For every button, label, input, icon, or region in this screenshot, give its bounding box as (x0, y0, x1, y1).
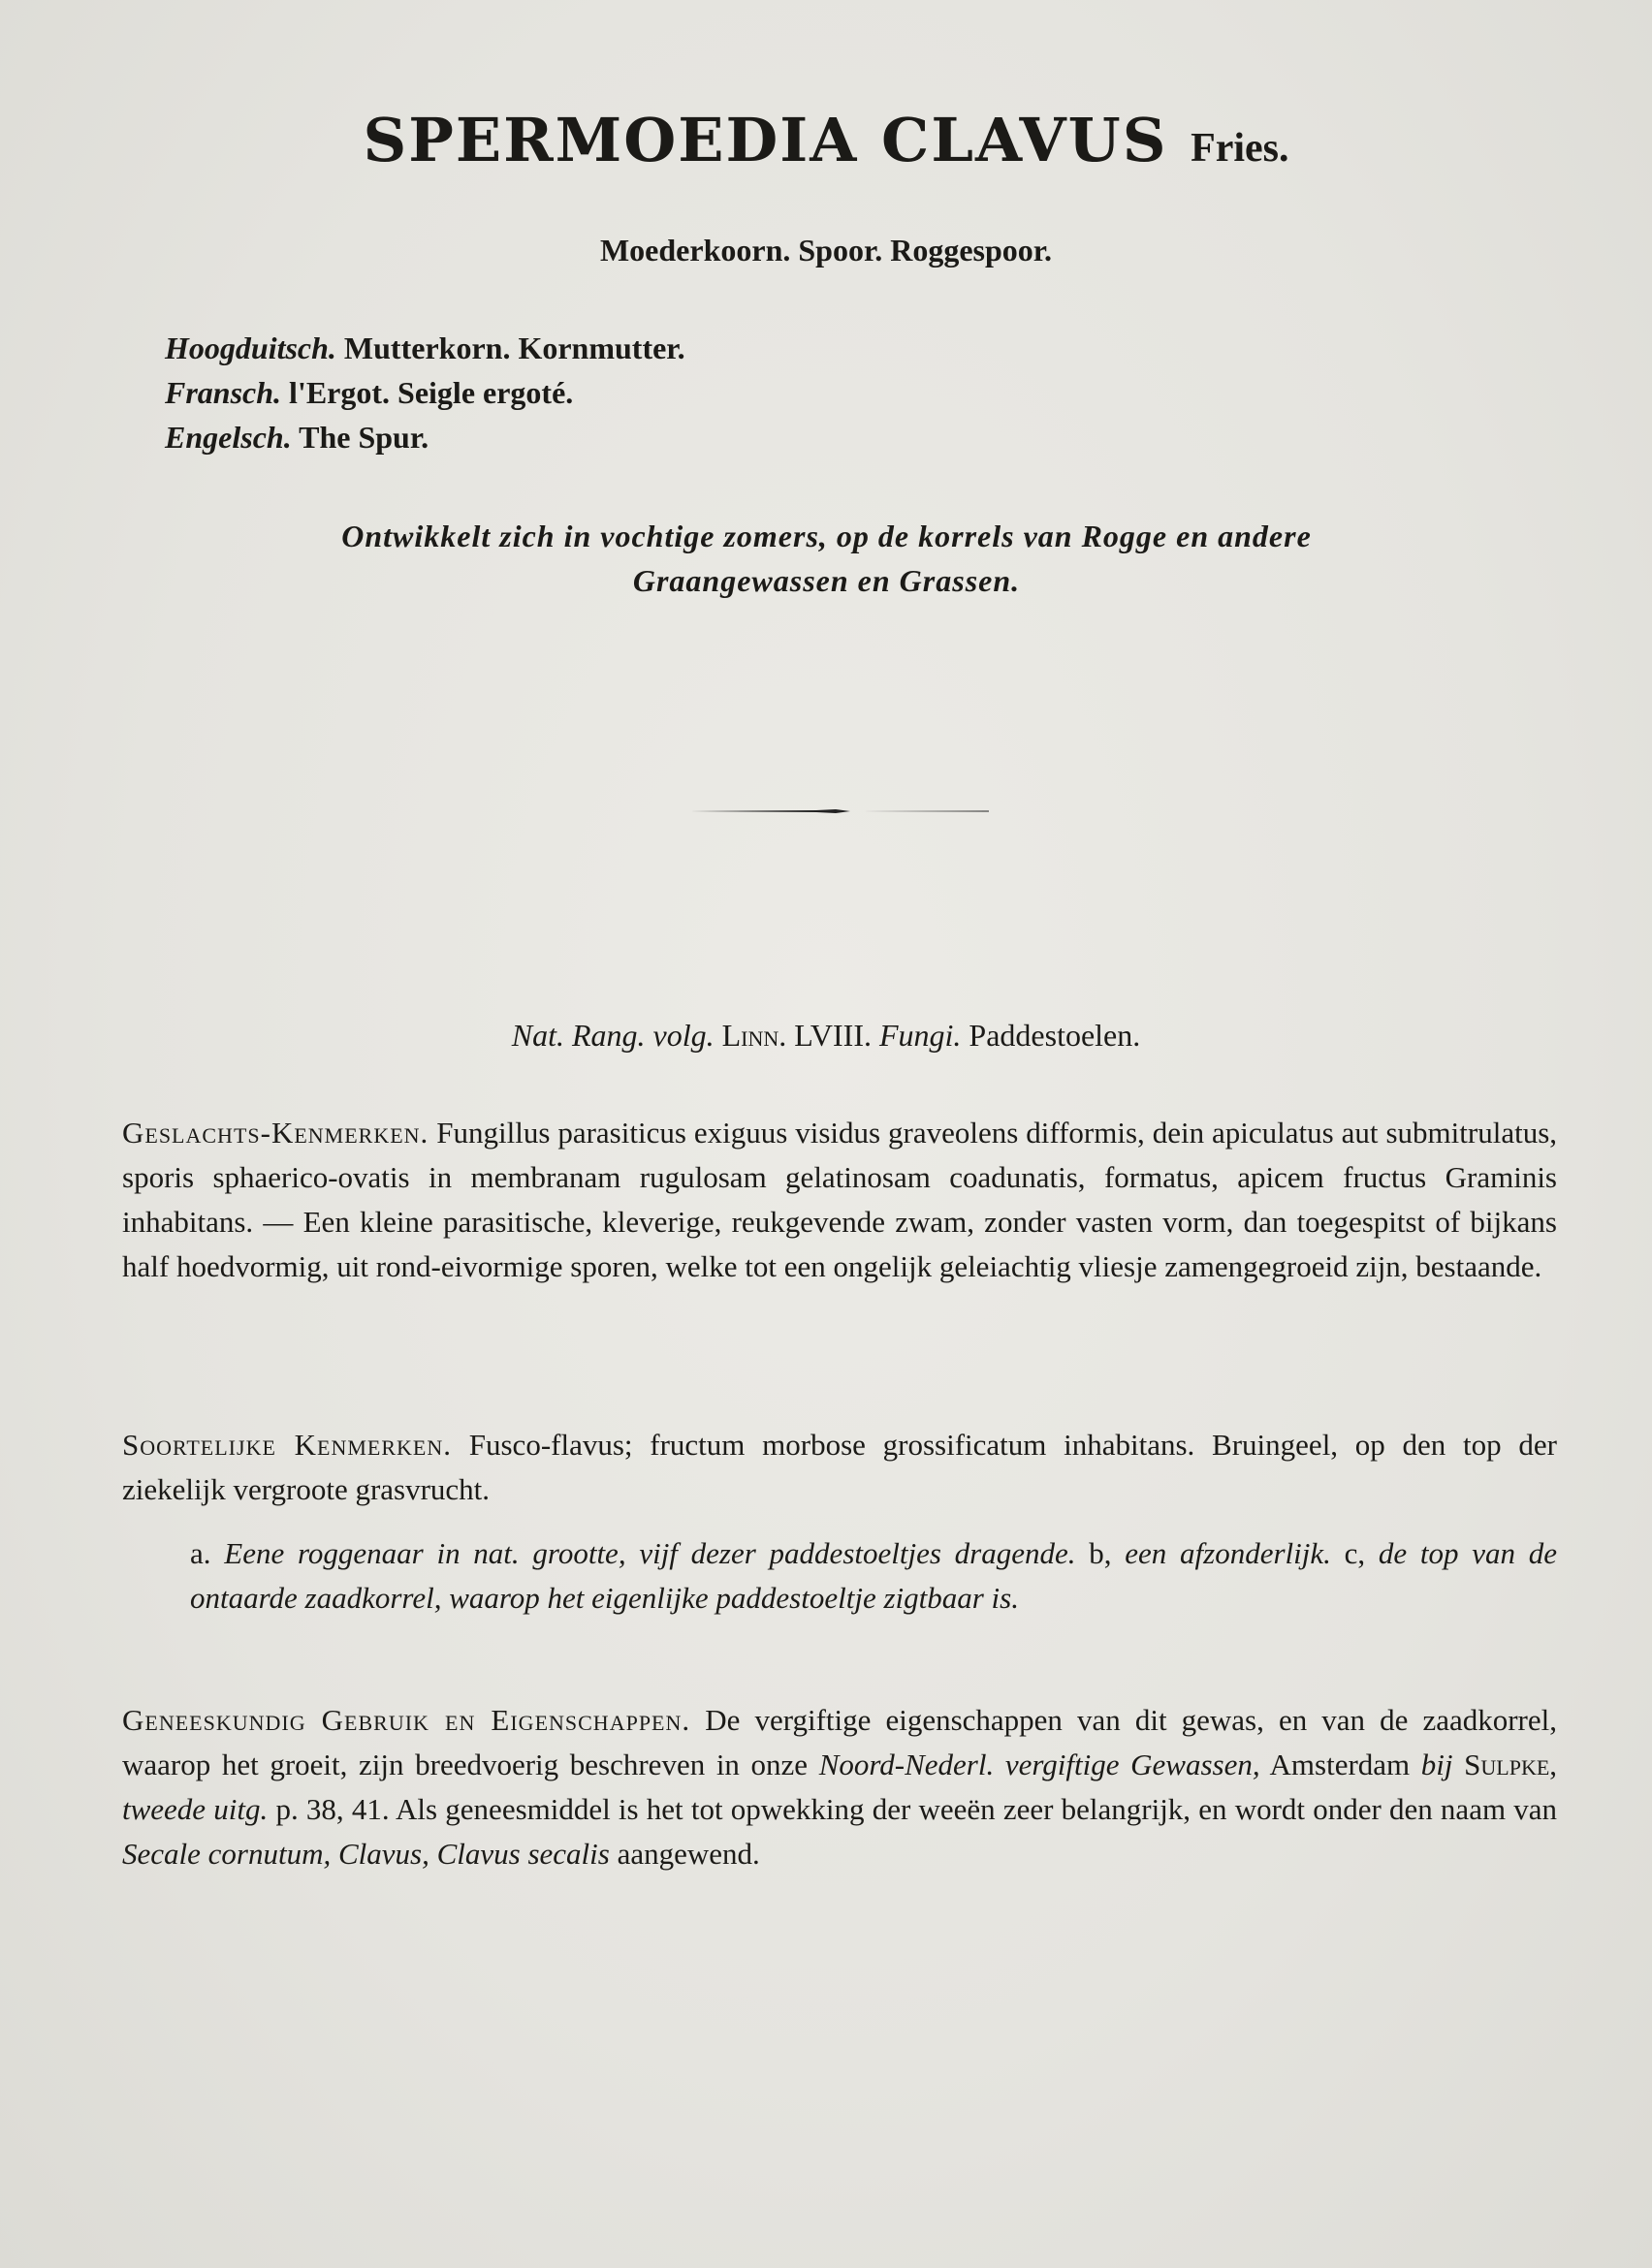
name-text: l'Ergot. Seigle ergoté. (289, 375, 574, 410)
common-names: Moederkoorn. Spoor. Roggespoor. (599, 233, 1053, 268)
habitat-line: Graangewassen en Grassen. (632, 563, 1021, 598)
section-text: Fungillus parasiticus exiguus visidus graveolens difformis, dein apiculatus aut submitrulatus, sporis sphaerico-ovatis in membranam rugulosam gelatinosam coadunatis, formatus, apicem fructus Graminis inhabitans. — Een kleine parasitische, kleverige, reukgevende zwam, zonder vasten vorm, dan toegespitst of bijkans half hoedvormig, uit rond-eivormige sporen, welke tot een ongelijk geleiachtig vliesje zamengegroeid zijn, bestaande. (122, 1116, 1558, 1283)
language-label: Engelsch. (165, 420, 292, 455)
page-title (0, 105, 1652, 175)
plate-explanation (190, 1531, 1557, 1621)
generic-characters (122, 1111, 1557, 1289)
rank-author: Linn. (721, 1018, 787, 1053)
name-german (165, 326, 1328, 370)
species-name: SPERMOEDIA CLAVUS (363, 105, 1168, 175)
figure-caption: de top van de ontaarde zaadkorrel, waarop het eigenlijke paddestoeltje zigtbaar is. (190, 1536, 1558, 1615)
medical-use (122, 1698, 1557, 1876)
rank-group: Fungi. (878, 1018, 962, 1053)
section-text: aangewend. (617, 1837, 760, 1871)
name-french (165, 370, 1328, 415)
species-author: Fries. (1191, 126, 1289, 171)
publisher-name: Sulpke, (1464, 1748, 1558, 1781)
section-heading: Soortelijke Kenmerken. (122, 1428, 452, 1462)
specific-characters (122, 1423, 1557, 1512)
natural-rank (0, 1018, 1652, 1054)
figure-letter: c, (1344, 1536, 1366, 1570)
section-text: bij (1420, 1748, 1453, 1781)
section-heading: Geneeskundig Gebruik en Eigenschappen. (122, 1703, 691, 1737)
drug-name: Secale cornutum, (122, 1837, 332, 1871)
name-text: The Spur. (299, 420, 429, 455)
drug-name: Clavus secalis (436, 1837, 610, 1871)
foreign-names (165, 326, 1328, 459)
language-label: Fransch. (165, 375, 282, 410)
edition-note: tweede uitg. (122, 1792, 269, 1826)
figure-letter: b, (1089, 1536, 1112, 1570)
language-label: Hoogduitsch. (165, 331, 336, 365)
figure-caption: Eene roggenaar in nat. grootte, vijf dezer paddestoeltjes dragende. (224, 1536, 1076, 1570)
ornamental-divider (690, 808, 989, 814)
figure-letter: a. (190, 1536, 211, 1570)
section-text: De vergiftige eigenschappen van dit gewas, en van de zaadkorrel, waarop het groeit, zijn breedvoerig beschreven in onze (122, 1703, 1558, 1781)
drug-name: Clavus, (337, 1837, 429, 1871)
figure-caption: een afzonderlijk. (1125, 1536, 1331, 1570)
rank-number: LVIII. (794, 1018, 872, 1053)
habitat-note (194, 514, 1459, 603)
habitat-line: Ontwikkelt zich in vochtige zomers, op de korrels van Rogge en andere (341, 519, 1312, 553)
reference-title: Noord-Nederl. vergiftige Gewassen, (818, 1748, 1260, 1781)
rank-dutch: Paddestoelen. (969, 1018, 1141, 1053)
section-text: Amsterdam (1269, 1748, 1411, 1781)
name-english (165, 415, 1328, 459)
rank-label: Nat. Rang. volg. (511, 1018, 715, 1053)
section-text: Fusco-flavus; fructum morbose grossificatum inhabitans. Bruingeel, op den top der ziekelijk vergroote grasvrucht. (122, 1428, 1558, 1506)
section-text: p. 38, 41. Als geneesmiddel is het tot opwekking der weeën zeer belangrijk, en wordt onder den naam van (275, 1792, 1558, 1826)
section-heading: Geslachts-Kenmerken. (122, 1116, 429, 1150)
name-text: Mutterkorn. Kornmutter. (343, 331, 685, 365)
